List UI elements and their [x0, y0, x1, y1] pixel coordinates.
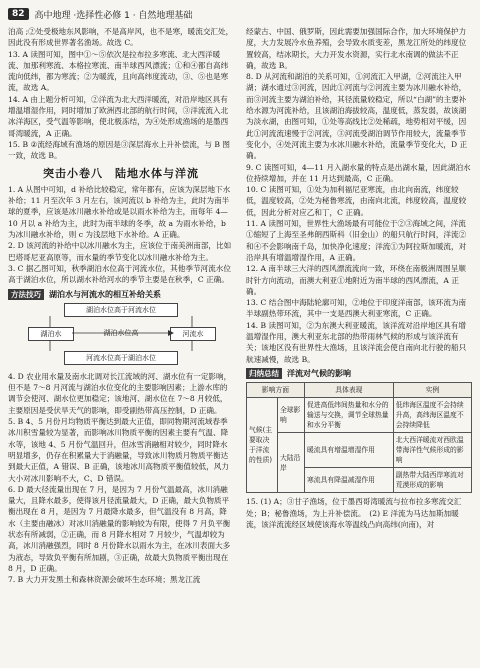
answer-item: 1. A 从图中可知，d 补给比较稳定，常年都有，应该为深层地下水补给；11 月至次年 3 月左右，该河流以 b 补给为主，此时为南半球的夏季，应该是冰川融水补给或是以雨水补给为主，而每年 4—10 月以 a 补给为主，此时为南半球的冬季，故 a 为雨水补给，b 为冰川融水补给，则 c 为浅层地下水补给。A 正确。 [8, 184, 231, 240]
diagram-lake: 湖泊水 [28, 327, 74, 341]
table-cell: 暖流具有增温增湿作用 [305, 433, 394, 468]
table-header-row [247, 383, 472, 398]
ocean-current-climate-table [246, 382, 472, 493]
summary-tag: 归纳总结 [246, 368, 282, 379]
page-header [8, 6, 472, 22]
running-title: 高中地理 ·选择性必修 1 · 自然地理基础 [34, 10, 193, 21]
answer-item: 12. A 南半球三大洋的西风漂流流向一致，环绕在南极洲周围呈顺时针方向流动，而澳大利亚①地附近为南半球的西风漂流，A 正确。 [246, 264, 466, 296]
answer-item: 6. D 最大径流量出现在 7 月，是因为 7 月份气温最高，冰川消融量大，且降水最多，使得该月径流量最大，D 正确，最大负物质平衡出现在 8 月，是因为 7 月最降水最多，但气温没有 8 月高，降水（主要由融冰）对冰川消融量的影响较为有限，使得 7 月负平衡状态有所减弱，②正确，而 8 月降水相对 7 月较少，气温却较为高，冰川消融强烈，同时 8 月份降水以雨水为主，在冰川表面大多为液态，导致负平衡有所加剧，③正确，故最大负物质平衡出现在 8 月，D 正确。 [8, 484, 231, 573]
table-cell: 全球影响 [278, 398, 305, 433]
diagram-middle: 湖泊水位高 [103, 328, 139, 337]
answer-item: 10. C 读图可知，①处为加利福尼亚寒流，由北向南流，纬度较低，温度较高，②处为秘鲁寒流，由南向北流，纬度较高，温度较低，因此分析对应乙和丁，C 正确。 [246, 185, 467, 217]
answer-item: 8. D 从河流和湖泊的关系可知，①河流汇入甲湖，②河流注入甲湖；湖水通过③河流，因此①河流与②河流主要为冰川融水补给，而③河流主要为湖泊补给，其径流量较稳定，所以“白湖”的主要补给水源为河流补给，且该湖泊海拔较高，温度低，蒸发弱，故该湖为淡水湖，由图可知，①处等高线比②处稀疏，地势相对平缓，因此①河流流速慢于②河流，③河流受湖泊调节作用较大，流量季节变化小，④处河流主要为水冰川融水补给，流量季节变化大，D 正确。 [246, 72, 468, 161]
table-header: 影响方面 [247, 383, 305, 398]
diagram-top-label: 湖泊水位高于河流水位 [64, 303, 178, 317]
summary-heading [246, 368, 472, 379]
answer-item: 经蒙古、中国、俄罗斯，因此需要加强国际合作，加大环境保护力度，大力发展冷水鱼养殖，会导致水质变差，黑龙江所处的纬度位置较高，结冰期长，大力开发水资源，实行北水南调的做法不正确，故选 B。 [246, 27, 467, 70]
answer-item: 14. B 读图可知，②为东澳大利亚暖流，该洋流对沿岸地区具有增温增湿作用，澳大利亚东北部的热带雨林气候的形成与该洋流有关；该地区没有世界性大渔场，且该洋流会使自南向北行驶的船只航速减慢，故选 B。 [246, 320, 467, 364]
table-cell: 促进高低纬间热量和水分的输送与交换，调节全球热量和水分平衡 [305, 398, 394, 433]
section-title: 突击小卷八 陆地水体与洋流 [43, 166, 199, 180]
method-tag: 方法技巧 [8, 289, 44, 300]
answer-item: 4. D 农业用水量及南水北调对长江流域的河、湖水位有一定影响，但不是 7～8 月河流与湖泊水位变化的主要影响因素；上游水库的调节会使河、湖水位更加稳定；该地河、湖水位在 7～8 月较低，主要原因是受伏旱天气的影响，即受副热带高压控制，D 正确。 [8, 371, 232, 415]
answer-item: 13. C 结合图中海陆轮廓可知，②地位于印度洋南部，该环流为南半球副热带环流，其中一支是西澳大利亚寒流，C 正确。 [246, 298, 467, 319]
answer-item: 13. A 读图可知，图中①～⑤依次是拉布拉多寒流、北大西洋暖流、加那利寒流、本格拉寒流、南半球西风漂流；①和④都自高纬流向低纬，都为寒流；②为暖流，且向高纬度流动，③、⑤也是寒流，故选 A。 [8, 49, 229, 93]
table-cell: 气候(主要取决于洋流的性质) [247, 398, 278, 493]
right-column [246, 26, 472, 530]
table-cell: 低纬海区温度不会持续升高，高纬海区温度不会持续降低 [393, 398, 471, 433]
answer-item: 3. C 据乙图可知，秋季湖泊水位高于河流水位，其他季节河流水位高于湖泊水位，所以湖水补给河水的季节主要是在秋季，C 正确。 [8, 263, 231, 285]
answer-item: 7. B 大力开发黑土和森林资源会破坏生态环境；黑龙江流 [8, 575, 201, 585]
recharge-diagram [8, 303, 234, 367]
answer-item: 5. B 4、5 月份月均物质平衡达到最大正值，即同物期河流域春季冰川积雪量较为显著，而影响冰川物质平衡的因素主要有气温、降水等，该地 4、5 月份气温回升，但冰雪消融相对较少，同时降水明显增多，仍存在积累量大于消融量，导致冰川物质月物质平衡达到最大正值，A 错误、B 正确，该地冰川高物质平衡值较低，风力大小对冰川影响不大，C、D 错误。 [8, 417, 229, 483]
method-heading [8, 289, 234, 300]
answer-item: 2. D 该河流的补给中以冰川融水为主，应该位于南美洲南部，比如巴塔哥尼亚高原等，而水量的季节变化以冰川融水补给为主。 [8, 241, 232, 262]
table-cell: 副热带大陆西岸寒流对荒漠形成的影响 [393, 468, 471, 493]
table-row [247, 398, 472, 433]
left-column [8, 26, 234, 585]
table-header: 具体表现 [305, 383, 394, 398]
table-header: 实例 [393, 383, 471, 398]
answer-item: 15. B ②流经海域有渔场的原因是③深层海水上升补偿流，与 B 图一致，故选 B。 [8, 139, 230, 161]
answer-item: 9. C 读图可知，4—11 月入湖水量的特点是出湖水量，因此湖泊水位持续增加，并在 11 月达到最高，C 正确。 [246, 162, 471, 183]
summary-title: 洋流对气候的影响 [287, 368, 351, 378]
diagram-river: 河流水 [170, 327, 216, 341]
table-cell: 北大西洋暖流对西欧温带海洋性气候形成的影响 [393, 433, 471, 468]
page-number: 82 [8, 8, 29, 20]
table-row [247, 433, 472, 468]
diagram-arrows [8, 303, 234, 367]
diagram-bottom-label: 河流水位高于湖泊水位 [64, 351, 178, 365]
answer-item: 11. A 读图可知，世界性大渔场最有可能位于②③海域之间，洋流①缩短了上海至圣弗朗西斯科（旧金山）的船只航行时间，洋流②和④不会影响南千岛，加快净化速度；洋流①为阿拉斯加暖流，对沿岸具有增温增湿作用，A 正确。 [246, 219, 467, 262]
method-title: 湖泊水与河流水的相互补给关系 [49, 289, 161, 299]
answer-item: 泊高 ;②处受极地东风影响，不是高岸风，也不是寒，暖流交汇处，因此没有形成世界著名渔场。故选 C。 [8, 27, 234, 48]
table-cell: 寒流具有降温减湿作用 [305, 468, 394, 493]
answer-item: 15. (1) A；③甘子渔场，位于墨西哥湾暖流与拉布拉多寒流交汇处；B；秘鲁渔场，为上升补偿流。 (2) E 洋流为马达加斯加暖流，该洋流流经区域使该海水等温线凸向高纬(向南)，对 [246, 497, 462, 529]
table-cell: 大陆沿岸 [278, 433, 305, 493]
answer-item: 14. A 由上题分析可知，②洋流为北大西洋暖流，对沿岸地区具有增温增湿作用，同时增加了欧洲西北部的航行时间，③洋流流入北冰洋海区，受气温等影响，使北极冻结，为④处形成渔场的是墨西哥湾暖流，A 正确。 [8, 94, 229, 138]
